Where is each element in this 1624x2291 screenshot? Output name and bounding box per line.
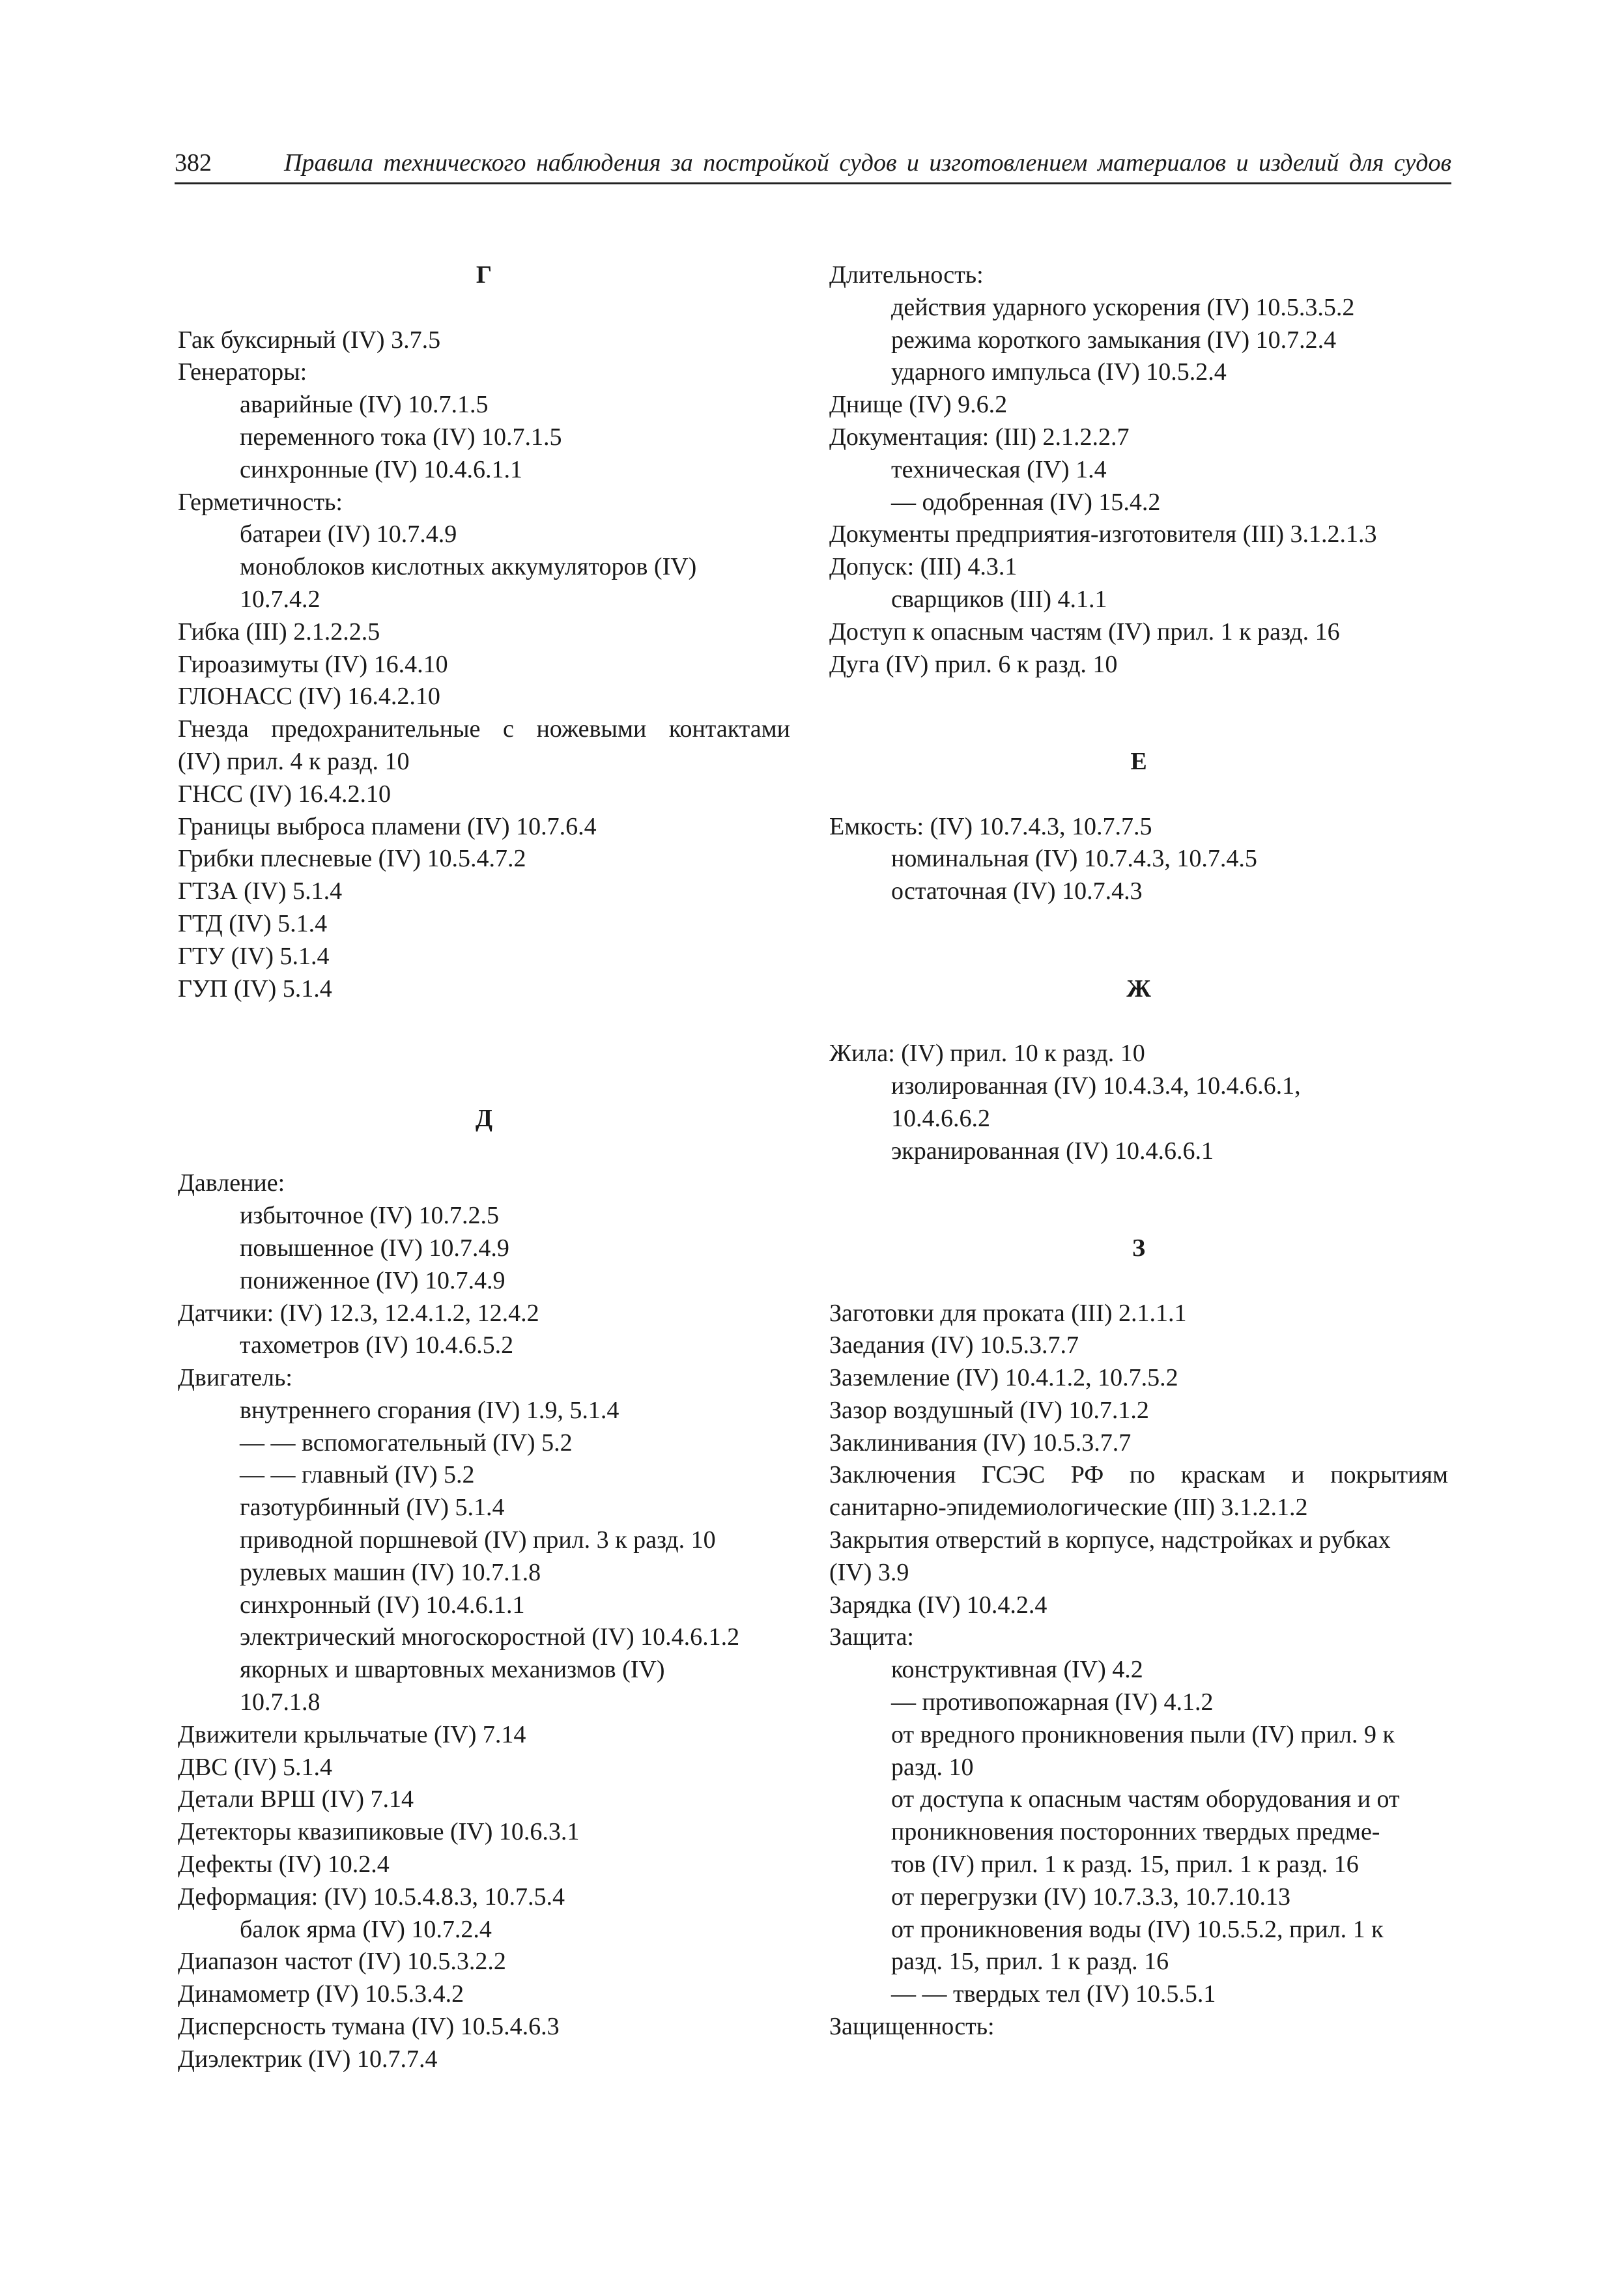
index-entry: Защищенность: [829,2013,995,2041]
index-entry: Гироазимуты (IV) 16.4.10 [178,650,448,678]
index-entry: ГТУ (IV) 5.1.4 [178,942,330,970]
index-subentry: тов (IV) прил. 1 к разд. 15, прил. 1 к разд. 16 [891,1851,1359,1879]
index-subentry: рулевых машин (IV) 10.7.1.8 [240,1558,541,1586]
header-rule [175,182,1451,184]
index-subentry: — противопожарная (IV) 4.1.2 [891,1688,1214,1716]
index-subentry: от доступа к опасным частям оборудования и от [891,1786,1400,1814]
index-entry: Заедания (IV) 10.5.3.7.7 [829,1331,1079,1359]
index-subentry: балок ярма (IV) 10.7.2.4 [240,1915,492,1943]
index-entry: Динамометр (IV) 10.5.3.4.2 [178,1980,464,2008]
index-subentry: сварщиков (III) 4.1.1 [891,585,1107,613]
index-entry: Допуск: (III) 4.3.1 [829,553,1018,581]
index-subentry: электрический многоскоростной (IV) 10.4.6.1.2 [240,1623,740,1651]
index-subentry: изолированная (IV) 10.4.3.4, 10.4.6.6.1, [891,1072,1301,1100]
index-subentry: приводной поршневой (IV) прил. 3 к разд. 10 [240,1526,716,1554]
index-subentry: конструктивная (IV) 4.2 [891,1656,1143,1684]
index-entry: Генераторы: [178,358,307,386]
index-entry: Документы предприятия-изготовителя (III) 3.1.2.1.3 [829,520,1377,548]
index-subentry: остаточная (IV) 10.7.4.3 [891,877,1143,905]
left-column [178,259,790,2076]
index-entry: Гак буксирный (IV) 3.7.5 [178,326,441,354]
index-entry: ГТЗА (IV) 5.1.4 [178,877,343,905]
index-entry: Герметичность: [178,488,343,516]
index-subentry: — — вспомогательный (IV) 5.2 [240,1429,573,1457]
index-entry: Датчики: (IV) 12.3, 12.4.1.2, 12.4.2 [178,1299,539,1327]
index-entry: Деформация: (IV) 10.5.4.8.3, 10.7.5.4 [178,1883,565,1911]
index-subentry: синхронные (IV) 10.4.6.1.1 [240,455,523,483]
index-entry: Емкость: (IV) 10.7.4.3, 10.7.7.5 [829,812,1152,840]
index-entry: Жила: (IV) прил. 10 к разд. 10 [829,1040,1145,1068]
section-letter-zh: Ж [1126,975,1151,1003]
index-entry: ГТД (IV) 5.1.4 [178,909,328,937]
index-subentry: аварийные (IV) 10.7.1.5 [240,391,489,419]
index-subentry: от перегрузки (IV) 10.7.3.3, 10.7.10.13 [891,1883,1290,1911]
right-column [829,259,1448,2043]
section-letter-e: Е [1130,747,1147,775]
index-entry: Детекторы квазипиковые (IV) 10.6.3.1 [178,1818,580,1846]
index-entry: Защита: [829,1623,914,1651]
index-entry: Дисперсность тумана (IV) 10.5.4.6.3 [178,2013,560,2041]
index-subentry: 10.7.1.8 [240,1688,321,1716]
index-subentry: батареи (IV) 10.7.4.9 [240,520,457,548]
index-subentry: газотурбинный (IV) 5.1.4 [240,1494,505,1522]
index-entry: Движители крыльчатые (IV) 7.14 [178,1720,526,1748]
index-subentry: внутреннего сгорания (IV) 1.9, 5.1.4 [240,1396,620,1424]
index-subentry: — — главный (IV) 5.2 [240,1461,475,1489]
index-subentry: режима короткого замыкания (IV) 10.7.2.4 [891,326,1337,354]
index-subentry: пониженное (IV) 10.7.4.9 [240,1266,506,1294]
index-subentry: тахометров (IV) 10.4.6.5.2 [240,1331,514,1359]
index-entry: Границы выброса пламени (IV) 10.7.6.4 [178,812,597,840]
index-entry: Зарядка (IV) 10.4.2.4 [829,1591,1047,1619]
index-entry: Гибка (III) 2.1.2.2.5 [178,618,380,646]
index-entry: Дефекты (IV) 10.2.4 [178,1851,390,1879]
index-entry: Закрытия отверстий в корпусе, надстройках и рубках [829,1526,1391,1554]
section-letter-z: З [1132,1234,1146,1262]
index-subentry: якорных и швартовных механизмов (IV) [240,1656,665,1684]
index-entry: Заготовки для проката (III) 2.1.1.1 [829,1299,1187,1327]
index-subentry: от вредного проникновения пыли (IV) прил. 9 к [891,1720,1395,1748]
index-entry: Дуга (IV) прил. 6 к разд. 10 [829,650,1118,678]
index-entry: ГНСС (IV) 16.4.2.10 [178,780,392,808]
index-subentry: проникновения посторонних твердых предме- [891,1818,1380,1846]
index-entry: ДВС (IV) 5.1.4 [178,1753,333,1781]
index-entry: (IV) прил. 4 к разд. 10 [178,747,410,775]
section-letter-d: Д [475,1104,493,1132]
index-subentry: 10.7.4.2 [240,585,321,613]
index-subentry: действия ударного ускорения (IV) 10.5.3.5.2 [891,293,1355,321]
index-entry: Днище (IV) 9.6.2 [829,391,1008,419]
index-entry: Давление: [178,1169,285,1197]
index-subentry: 10.4.6.6.2 [891,1104,990,1132]
index-entry: ГЛОНАСС (IV) 16.4.2.10 [178,683,440,711]
index-subentry: — — твердых тел (IV) 10.5.5.1 [891,1980,1216,2008]
index-subentry: разд. 15, прил. 1 к разд. 16 [891,1948,1169,1976]
index-subentry: избыточное (IV) 10.7.2.5 [240,1202,500,1230]
index-entry: Длительность: [829,261,984,289]
index-subentry: разд. 10 [891,1753,974,1781]
index-entry: Документация: (III) 2.1.2.2.7 [829,423,1130,451]
index-entry: Грибки плесневые (IV) 10.5.4.7.2 [178,845,526,873]
index-subentry: техническая (IV) 1.4 [891,455,1107,483]
index-entry: Доступ к опасным частям (IV) прил. 1 к разд. 16 [829,618,1340,646]
index-entry: Детали ВРШ (IV) 7.14 [178,1786,414,1814]
page-number: 382 [175,149,212,177]
index-entry: Гнезда предохранительные с ножевыми контактами [178,715,790,743]
index-entry: Заклинивания (IV) 10.5.3.7.7 [829,1429,1132,1457]
index-subentry: синхронный (IV) 10.4.6.1.1 [240,1591,525,1619]
index-entry: Диапазон частот (IV) 10.5.3.2.2 [178,1948,506,1976]
index-entry: ГУП (IV) 5.1.4 [178,975,332,1003]
index-entry: Заземление (IV) 10.4.1.2, 10.7.5.2 [829,1364,1178,1392]
index-subentry: повышенное (IV) 10.7.4.9 [240,1234,509,1262]
index-subentry: номинальная (IV) 10.7.4.3, 10.7.4.5 [891,845,1257,873]
index-entry: Зазор воздушный (IV) 10.7.1.2 [829,1396,1149,1424]
index-subentry: экранированная (IV) 10.4.6.6.1 [891,1137,1214,1165]
running-title: Правила технического наблюдения за постройкой судов и изготовлением материалов и изделий для судов [284,149,1451,177]
index-entry: санитарно-эпидемиологические (III) 3.1.2.1.2 [829,1494,1308,1522]
index-entry: Заключения ГСЭС РФ по краскам и покрытиям [829,1461,1448,1489]
index-entry: (IV) 3.9 [829,1558,909,1586]
index-subentry: — одобренная (IV) 15.4.2 [891,488,1161,516]
page-header [175,149,1451,185]
index-subentry: от проникновения воды (IV) 10.5.5.2, прил. 1 к [891,1915,1384,1943]
index-entry: Диэлектрик (IV) 10.7.7.4 [178,2045,438,2073]
index-subentry: ударного импульса (IV) 10.5.2.4 [891,358,1227,386]
index-subentry: переменного тока (IV) 10.7.1.5 [240,423,562,451]
index-entry: Двигатель: [178,1364,292,1392]
section-letter-g: Г [476,261,492,289]
index-subentry: моноблоков кислотных аккумуляторов (IV) [240,553,697,581]
